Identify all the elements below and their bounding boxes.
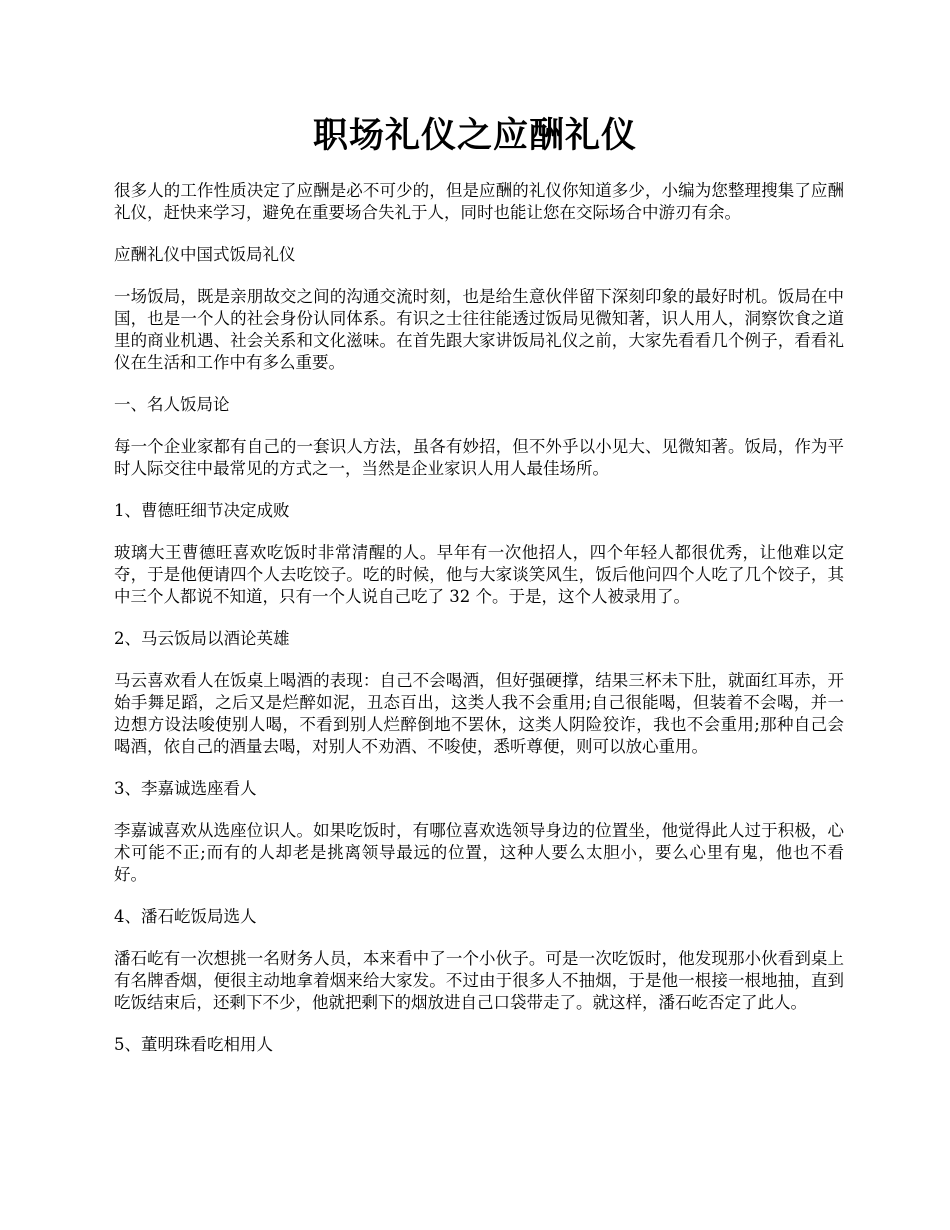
section-heading: 应酬礼仪中国式饭局礼仪 bbox=[114, 245, 296, 264]
body-paragraph: 一场饭局，既是亲朋故交之间的沟通交流时刻，也是给生意伙伴留下深刻印象的最好时机。饭局在中国，也是一个人的社会身份认同体系。有识之士往往能透过饭局见微知著，识人用人，洞察饮食之道里的商业机遇、社会关系和文化滋味。在首先跟大家讲饭局礼仪之前，大家先看看几个例子，看看礼仪在生活和工作中有多么重要。 bbox=[114, 287, 844, 372]
subsection-heading: 4、潘石屹饭局选人 bbox=[114, 907, 257, 926]
document-body bbox=[114, 180, 844, 1076]
body-paragraph: 马云喜欢看人在饭桌上喝酒的表现：自己不会喝酒，但好强硬撑，结果三杯未下肚，就面红耳赤，开始手舞足蹈，之后又是烂醉如泥，丑态百出，这类人我不会重用;自己很能喝，但装着不会喝，并一边想方设法唆使别人喝，不看到别人烂醉倒地不罢休，这类人阴险狡诈，我也不会重用;那种自己会喝酒，依自己的酒量去喝，对别人不劝酒、不唆使，悉听尊便，则可以放心重用。 bbox=[114, 671, 844, 756]
subsection-heading: 2、马云饭局以酒论英雄 bbox=[114, 629, 290, 648]
intro-paragraph: 很多人的工作性质决定了应酬是必不可少的，但是应酬的礼仪你知道多少，小编为您整理搜集了应酬礼仪，赶快来学习，避免在重要场合失礼于人，同时也能让您在交际场合中游刃有余。 bbox=[114, 181, 844, 222]
body-paragraph: 李嘉诚喜欢从选座位识人。如果吃饭时，有哪位喜欢选领导身边的位置坐，他觉得此人过于积极，心术可能不正;而有的人却老是挑离领导最远的位置，这种人要么太胆小，要么心里有鬼，他也不看好。 bbox=[114, 821, 844, 884]
section-heading: 一、名人饭局论 bbox=[114, 395, 230, 414]
body-paragraph: 潘石屹有一次想挑一名财务人员，本来看中了一个小伙子。可是一次吃饭时，他发现那小伙看到桌上有名牌香烟，便很主动地拿着烟来给大家发。不过由于很多人不抽烟，于是他一根接一根地抽，直到吃饭结束后，还剩下不少，他就把剩下的烟放进自己口袋带走了。就这样，潘石屹否定了此人。 bbox=[114, 949, 844, 1012]
document-title: 职场礼仪之应酬礼仪 bbox=[312, 115, 637, 156]
subsection-heading: 1、曹德旺细节决定成败 bbox=[114, 501, 290, 520]
body-paragraph: 每一个企业家都有自己的一套识人方法，虽各有妙招，但不外乎以小见大、见微知著。饭局，作为平时人际交往中最常见的方式之一，当然是企业家识人用人最佳场所。 bbox=[114, 437, 844, 478]
subsection-heading: 5、董明珠看吃相用人 bbox=[114, 1035, 273, 1054]
subsection-heading: 3、李嘉诚选座看人 bbox=[114, 779, 257, 798]
body-paragraph: 玻璃大王曹德旺喜欢吃饭时非常清醒的人。早年有一次他招人，四个年轻人都很优秀，让他难以定夺，于是他便请四个人去吃饺子。吃的时候，他与大家谈笑风生，饭后他问四个人吃了几个饺子，其中三个人都说不知道，只有一个人说自己吃了 32 个。于是，这个人被录用了。 bbox=[114, 543, 844, 606]
